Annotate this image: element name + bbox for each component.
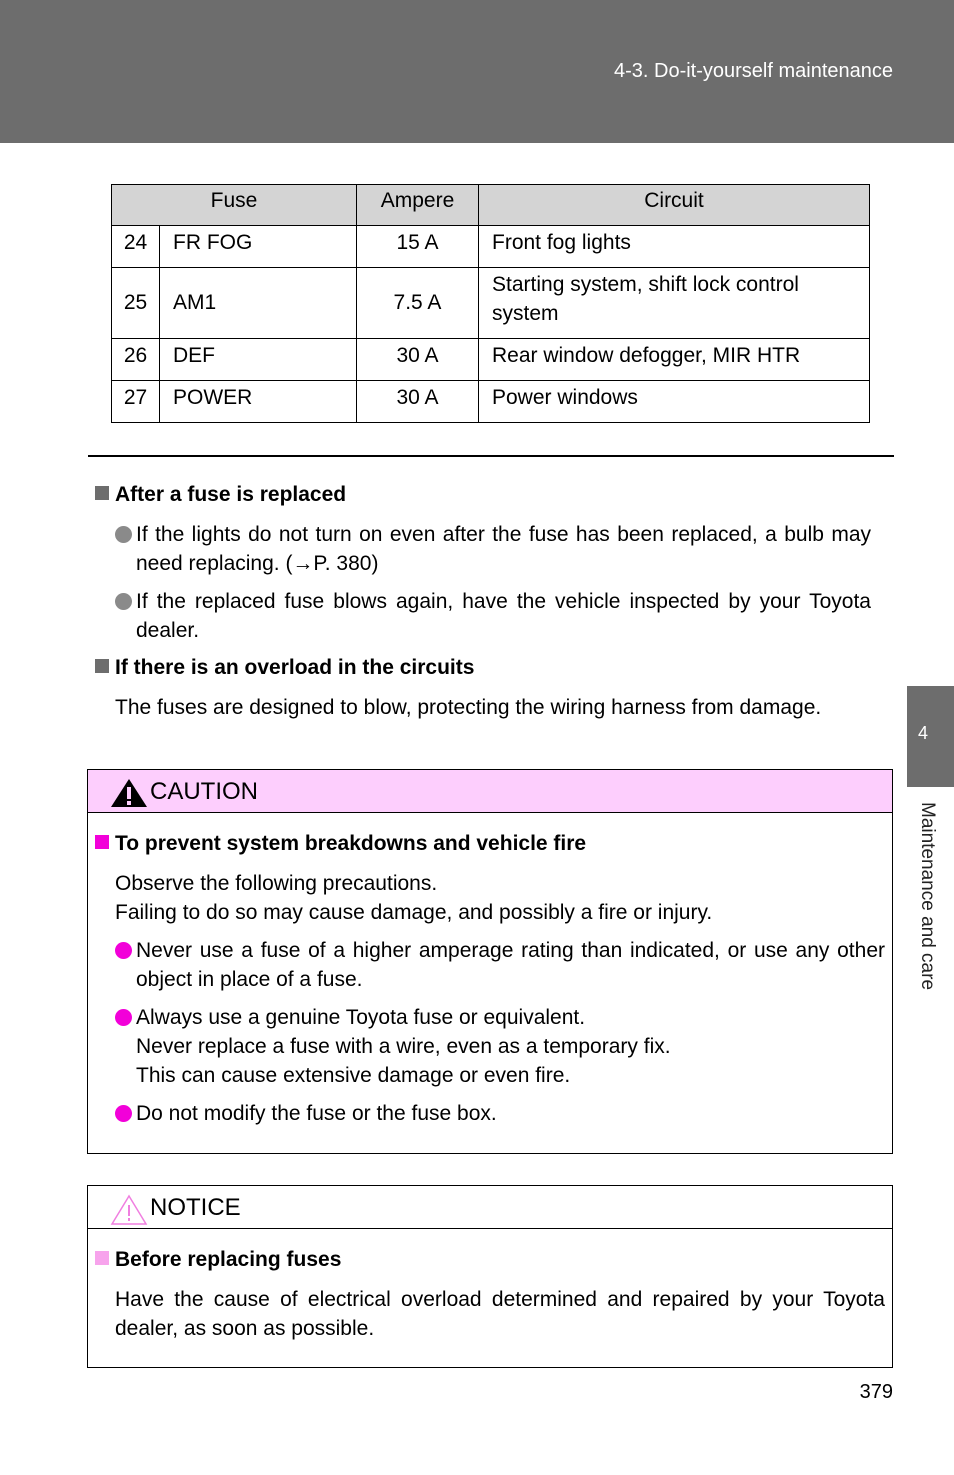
list-item-text: If the replaced fuse blows again, have the vehicle inspected by your Toyota dealer.: [136, 590, 871, 642]
fuse-ampere: 15 A: [357, 226, 479, 268]
bullet-icon: [115, 526, 132, 543]
header-ampere: Ampere: [357, 185, 479, 226]
notice-title: NOTICE: [150, 1194, 241, 1221]
caution-intro: [115, 869, 712, 927]
list-item: [115, 1099, 885, 1128]
heading-text: To prevent system breakdowns and vehicle fire: [115, 832, 587, 855]
square-bullet-icon: [95, 659, 109, 673]
chapter-tab: [907, 686, 954, 787]
fuse-name: AM1: [160, 268, 357, 339]
fuse-name: POWER: [160, 381, 357, 423]
list-item-text: Do not modify the fuse or the fuse box.: [136, 1102, 497, 1125]
table-header-row: [112, 185, 870, 226]
chapter-label-text: Maintenance and care: [917, 802, 938, 991]
list-item-text: Never replace a fuse with a wire, even as a temporary fix.: [136, 1035, 671, 1058]
page-number: 379: [859, 1381, 893, 1403]
caution-intro-line: Failing to do so may cause damage, and possibly a fire or injury.: [115, 901, 713, 924]
square-bullet-icon: [95, 486, 109, 500]
caution-header: [88, 770, 892, 813]
divider: [88, 455, 894, 457]
list-item: [115, 520, 871, 578]
caution-box: [87, 769, 893, 1154]
header-fuse: Fuse: [112, 185, 357, 226]
heading-text: Before replacing fuses: [115, 1248, 342, 1271]
fuse-name: DEF: [160, 339, 357, 381]
fuse-circuit: Power windows: [479, 381, 870, 423]
fuse-ampere: 30 A: [357, 339, 479, 381]
fuse-number: 25: [112, 268, 160, 339]
table-row: [112, 226, 870, 268]
fuse-name: FR FOG: [160, 226, 357, 268]
fuse-number: 24: [112, 226, 160, 268]
fuse-table: [111, 184, 870, 423]
list-item-text: If the lights do not turn on even after the fuse has been replaced, a bulb may need replacing. (→P. 380): [136, 523, 871, 575]
caution-heading: [95, 832, 586, 856]
notice-warning-icon: [110, 1194, 148, 1226]
list-item-text: Never use a fuse of a higher amperage rating than indicated, or use any other object in place of a fuse.: [136, 939, 885, 991]
notice-heading: [95, 1248, 341, 1272]
after-fuse-heading: [95, 483, 346, 507]
chapter-number: 4: [918, 723, 929, 743]
chapter-label: [916, 802, 940, 1022]
page-header: [0, 0, 954, 143]
table-row: [112, 339, 870, 381]
square-bullet-icon: [95, 835, 109, 849]
fuse-circuit: Front fog lights: [479, 226, 870, 268]
fuse-circuit: Rear window defogger, MIR HTR: [479, 339, 870, 381]
list-item-text: This can cause extensive damage or even fire.: [136, 1064, 571, 1087]
section-title: 4-3. Do-it-yourself maintenance: [613, 60, 893, 82]
caution-title: CAUTION: [150, 778, 258, 805]
overload-heading: [95, 656, 474, 680]
square-bullet-icon: [95, 1251, 109, 1265]
table-row: [112, 268, 870, 339]
fuse-ampere: 7.5 A: [357, 268, 479, 339]
fuse-circuit: Starting system, shift lock control system: [479, 268, 870, 339]
bullet-icon: [115, 593, 132, 610]
list-item-text: Always use a genuine Toyota fuse or equivalent.: [136, 1006, 586, 1029]
bullet-icon: [115, 1105, 132, 1122]
notice-text: Have the cause of electrical overload determined and repaired by your Toyota dealer, as soon as possible.: [115, 1288, 885, 1340]
notice-header: [88, 1186, 892, 1229]
table-row: [112, 381, 870, 423]
overload-text: The fuses are designed to blow, protecting the wiring harness from damage.: [115, 696, 822, 719]
caution-intro-line: Observe the following precautions.: [115, 872, 438, 895]
list-item: [115, 936, 885, 994]
fuse-number: 26: [112, 339, 160, 381]
warning-icon: [110, 778, 148, 808]
heading-text: If there is an overload in the circuits: [115, 656, 475, 679]
notice-box: [87, 1185, 893, 1368]
bullet-icon: [115, 942, 132, 959]
list-item: [115, 587, 871, 645]
list-item: [115, 1003, 885, 1090]
heading-text: After a fuse is replaced: [115, 483, 347, 506]
fuse-ampere: 30 A: [357, 381, 479, 423]
bullet-icon: [115, 1009, 132, 1026]
header-circuit: Circuit: [479, 185, 870, 226]
fuse-number: 27: [112, 381, 160, 423]
